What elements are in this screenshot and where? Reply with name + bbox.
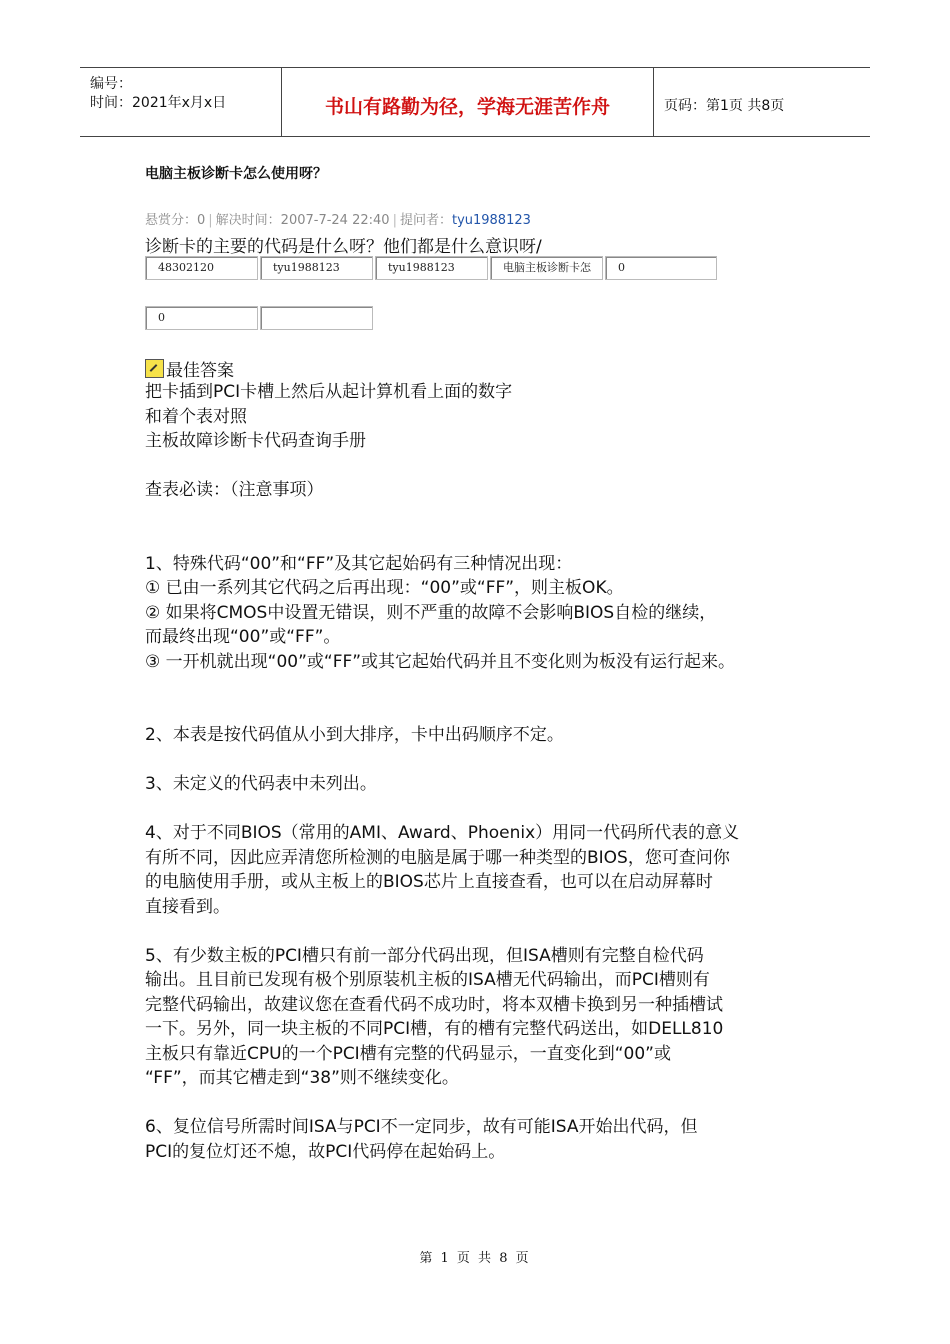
- answer-line: 直接看到。: [145, 896, 230, 917]
- answer-line: 3、未定义的代码表中未列出。: [145, 774, 377, 794]
- info-box: [260, 306, 373, 330]
- page-info: 页码：第1页 共8页: [664, 98, 785, 114]
- answer-line: 2、本表是按代码值从小到大排序，卡中出码顺序不定。: [145, 725, 564, 745]
- answer-line: 5、有少数主板的PCI槽只有前一部分代码出现，但ISA槽则有完整自检代码: [145, 945, 704, 966]
- asker-label: 提问者：: [399, 213, 452, 228]
- answer-line: 查表必读：（注意事项）: [145, 480, 324, 500]
- answer-line: ③ 一开机就出现“00”或“FF”或其它起始代码并且不变化则为板没有运行起来。: [145, 651, 736, 672]
- header-center-cell: [282, 68, 654, 136]
- answer-line: 有所不同，因此应弄清您所检测的电脑是属于哪一种类型的BIOS，您可查问你: [145, 847, 730, 868]
- info-box: 48302120: [145, 256, 258, 280]
- answer-line: 而最终出现“00”或“FF”。: [145, 627, 341, 647]
- asker-link[interactable]: tyu1988123: [451, 213, 531, 228]
- header-left-cell: [80, 68, 282, 136]
- answer-line: ① 已由一系列其它代码之后再出现：“00”或“FF”，则主板OK。: [145, 578, 624, 598]
- answer-line: “FF”，而其它槽走到“38”则不继续变化。: [145, 1068, 459, 1088]
- best-answer-icon: [145, 359, 164, 378]
- answer-line: 的电脑使用手册，或从主板上的BIOS芯片上直接查看，也可以在启动屏幕时: [145, 872, 713, 892]
- date-label: 时间：2021年x月x日: [90, 95, 227, 111]
- bounty: 悬赏分：0: [145, 213, 206, 228]
- info-box: 0: [145, 306, 258, 330]
- best-answer-heading: [145, 356, 234, 381]
- header-table: [80, 67, 870, 137]
- answer-line: ② 如果将CMOS中设置无错误，则不严重的故障不会影响BIOS自检的继续，: [145, 602, 717, 623]
- answer-line: PCI的复位灯还不熄，故PCI代码停在起始码上。: [145, 1141, 506, 1162]
- answer-line: 一下。另外，同一块主板的不同PCI槽，有的槽有完整代码送出，如DELL810: [145, 1019, 724, 1039]
- best-answer-label: 最佳答案: [166, 361, 234, 381]
- answer-line: 主板故障诊断卡代码查询手册: [145, 431, 366, 451]
- answer-line: 和着个表对照: [145, 406, 247, 427]
- answer-line: 主板只有靠近CPU的一个PCI槽有完整的代码显示，一直变化到“00”或: [145, 1043, 671, 1064]
- header-right-cell: [654, 68, 870, 136]
- answer-line: 把卡插到PCI卡槽上然后从起计算机看上面的数字: [145, 382, 513, 402]
- answer-line: 6、复位信号所需时间ISA与PCI不一定同步，故有可能ISA开始出代码，但: [145, 1117, 698, 1137]
- info-box: 0: [605, 256, 717, 280]
- info-box: tyu1988123: [375, 256, 488, 280]
- question-meta: 悬赏分：0 | 解决时间：2007-7-24 22:40 | 提问者：tyu1988123: [145, 213, 531, 228]
- answer-line: 完整代码输出，故建议您在查看代码不成功时，将本双槽卡换到另一种插槽试: [145, 994, 723, 1015]
- solved-time: 解决时间：2007-7-24 22:40: [215, 213, 390, 228]
- page-footer: 第 1 页 共 8 页: [419, 1251, 531, 1266]
- question-title: 电脑主板诊断卡怎么使用呀？: [145, 166, 327, 182]
- number-label: 编号：: [90, 76, 132, 92]
- answer-line: 输出。且目前已发现有极个别原装机主板的ISA槽无代码输出，而PCI槽则有: [145, 970, 710, 990]
- answer-body: [145, 380, 825, 1164]
- question-text: 诊断卡的主要的代码是什么呀？他们都是什么意识呀/: [145, 237, 542, 257]
- answer-line: 1、特殊代码“00”和“FF”及其它起始码有三种情况出现：: [145, 553, 573, 574]
- answer-line: 4、对于不同BIOS（常用的AMI、Award、Phoenix）用同一代码所代表的意义: [145, 823, 740, 843]
- info-box: tyu1988123: [260, 256, 373, 280]
- info-box: 电脑主板诊断卡怎: [490, 256, 603, 280]
- motto: 书山有路勤为径，学海无涯苦作舟: [324, 96, 610, 118]
